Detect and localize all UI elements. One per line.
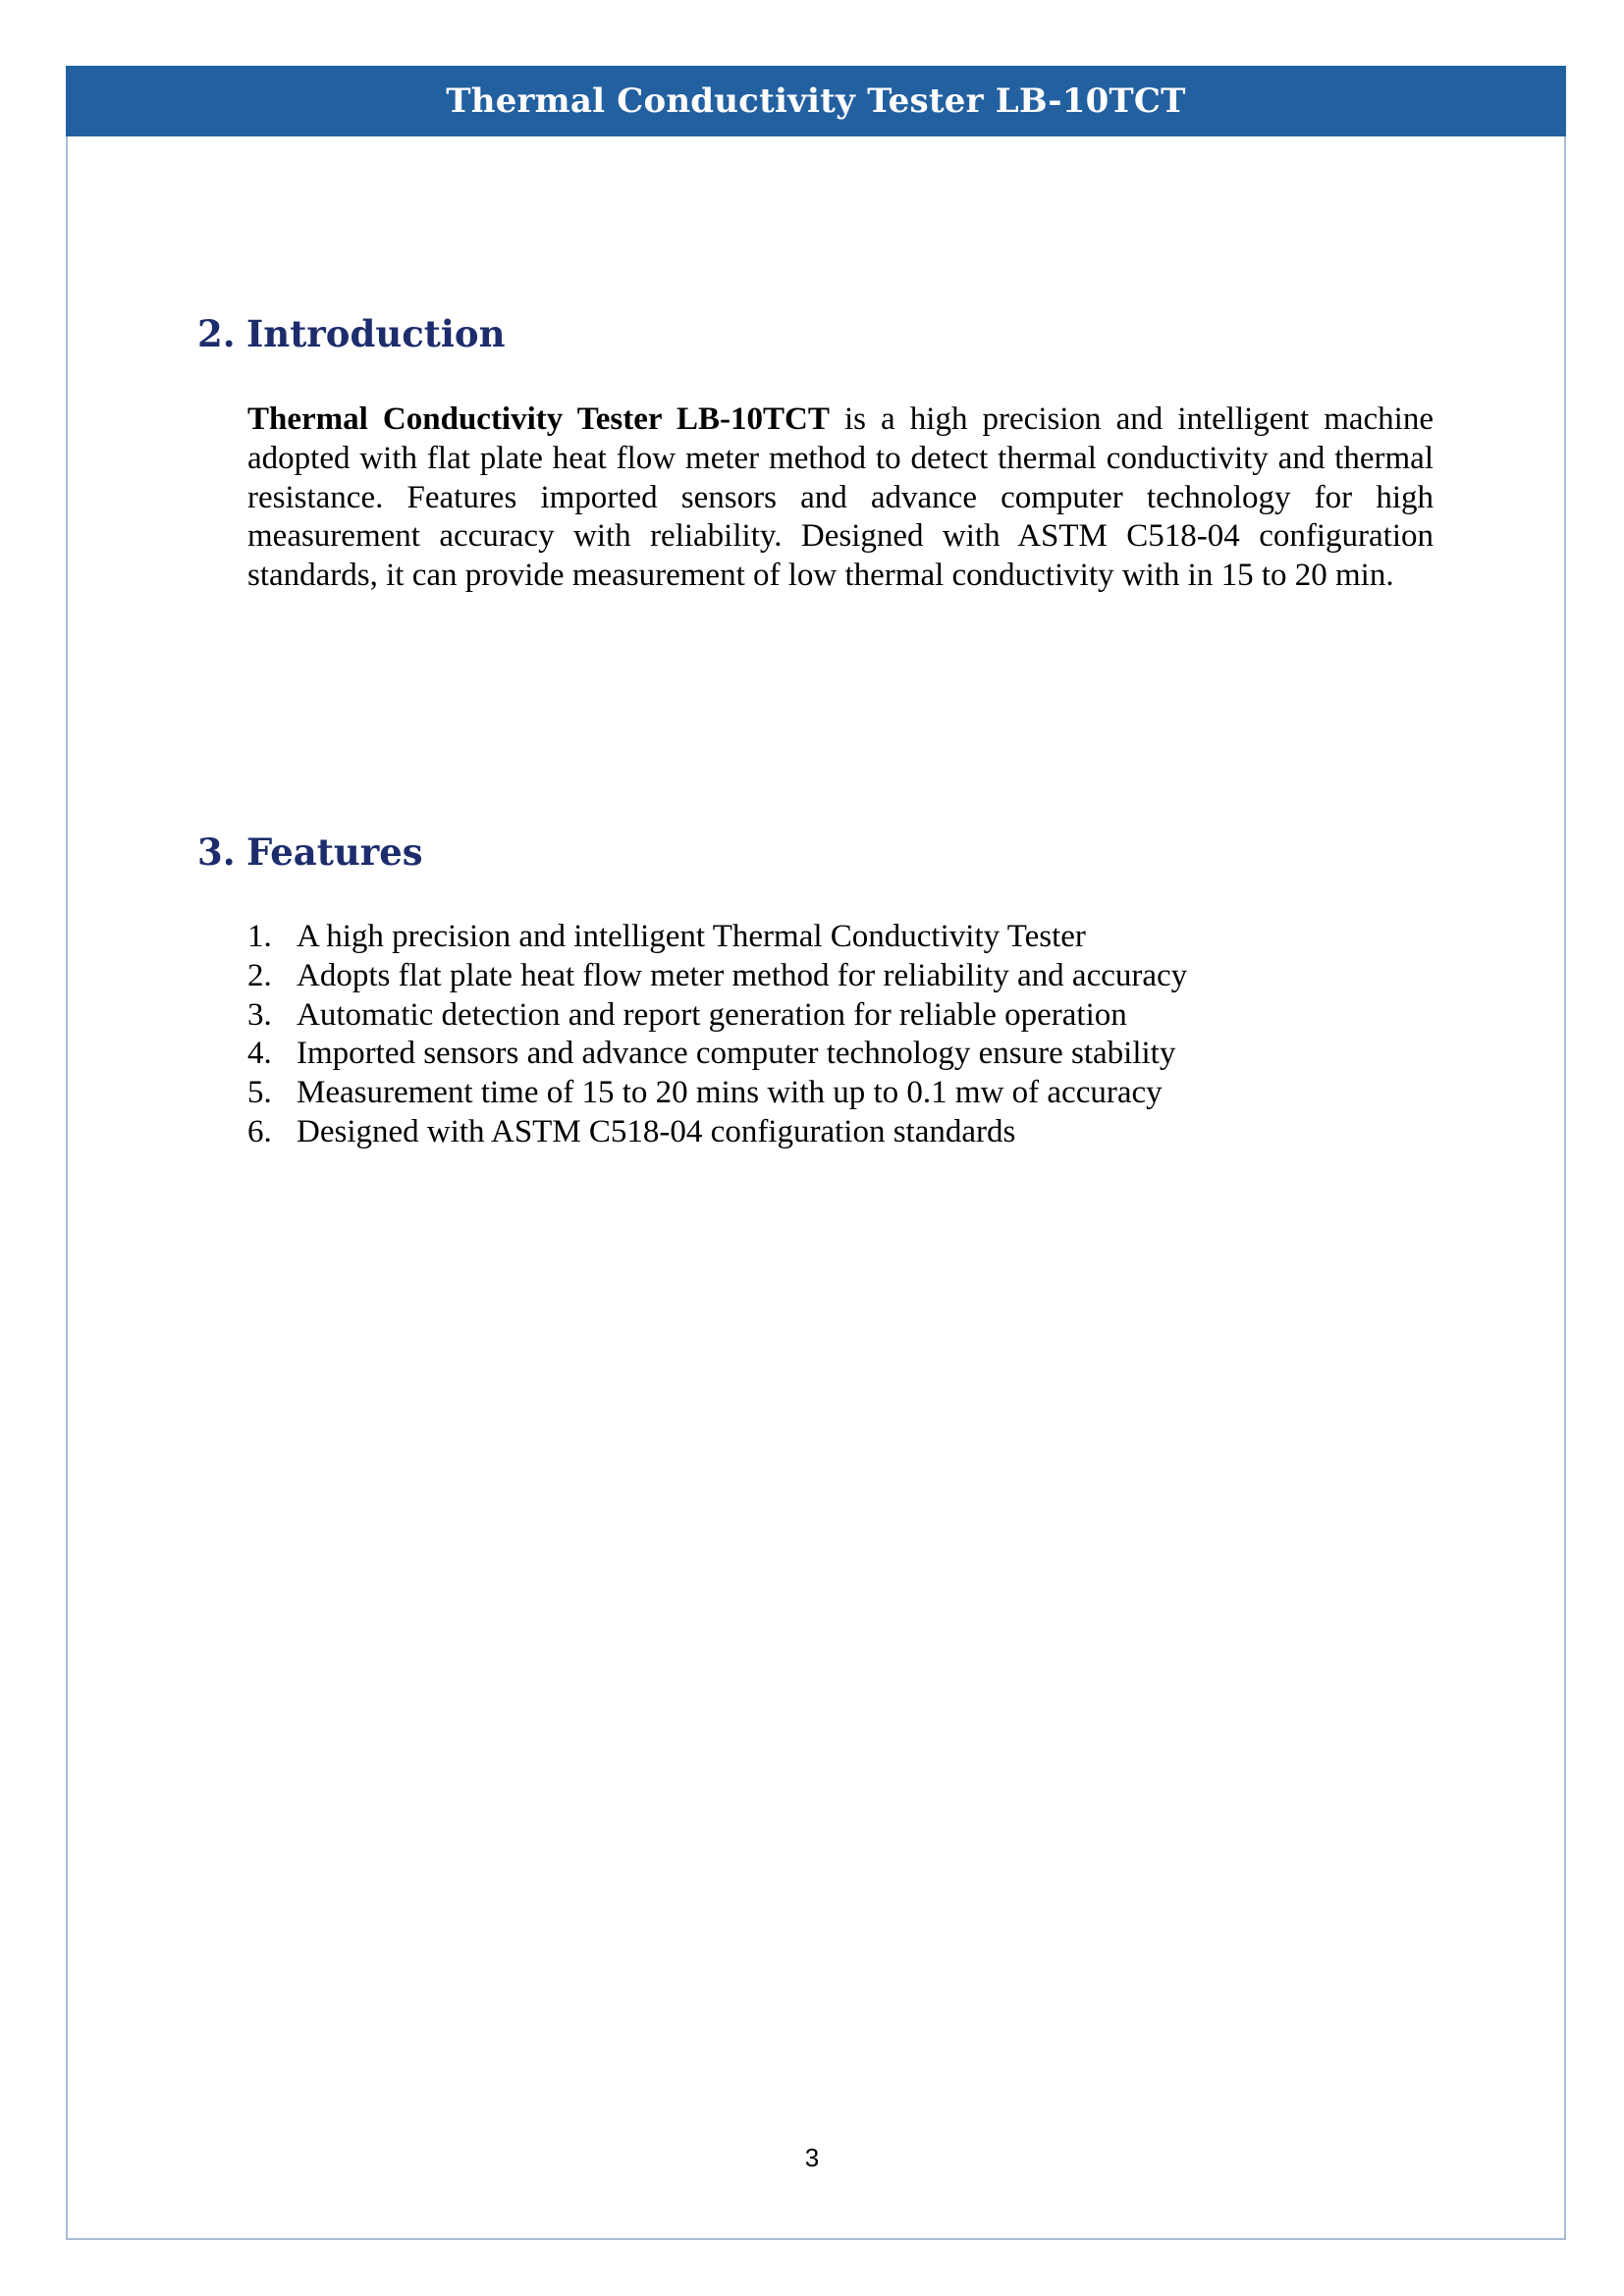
features-heading-number: 3. [197, 830, 236, 874]
list-item-text: A high precision and intelligent Thermal Conductivity Tester [297, 919, 1086, 954]
list-item [247, 1113, 1434, 1152]
introduction-heading-text: Introduction [246, 312, 506, 355]
features-list [247, 918, 1434, 1152]
introduction-paragraph [247, 400, 1434, 596]
features-heading-text: Features [246, 830, 423, 874]
introduction-lead-product-name: Thermal Conductivity Tester LB-10TCT [247, 401, 830, 437]
list-item [247, 1074, 1434, 1113]
list-item-number: 1. [247, 919, 272, 954]
list-item-number: 6. [247, 1113, 272, 1149]
header-title: Thermal Conductivity Tester LB-10TCT [446, 81, 1186, 121]
list-item-text: Automatic detection and report generation for reliable operation [297, 996, 1127, 1033]
list-item-number: 3. [247, 996, 272, 1033]
list-item-text: Designed with ASTM C518-04 configuration standards [297, 1113, 1016, 1149]
list-item [247, 957, 1434, 996]
list-item-number: 4. [247, 1036, 272, 1072]
page-frame [66, 66, 1566, 2240]
features-heading [197, 830, 423, 874]
list-item-text: Measurement time of 15 to 20 mins with up to 0.1 mw of accuracy [297, 1075, 1163, 1111]
introduction-body-text: is a high precision and intelligent machine adopted with flat plate heat flow meter method to detect thermal conductivity and thermal resistance. Features imported sensors and advance computer technology for high measurement accuracy with reliability. Designed with ASTM C518-04 configuration standards, it can provide measurement of low thermal conductivity with in 15 to 20 min. [247, 401, 1434, 594]
list-item-text: Imported sensors and advance computer technology ensure stability [297, 1036, 1176, 1072]
header-bar [66, 66, 1566, 136]
introduction-heading [197, 312, 506, 355]
list-item [247, 1035, 1434, 1074]
list-item-text: Adopts flat plate heat flow meter method for reliability and accuracy [297, 957, 1188, 993]
list-item [247, 918, 1434, 957]
page-number: 3 [804, 2143, 820, 2172]
list-item [247, 996, 1434, 1036]
introduction-heading-number: 2. [197, 312, 236, 355]
list-item-number: 2. [247, 957, 272, 993]
list-item-number: 5. [247, 1075, 272, 1111]
